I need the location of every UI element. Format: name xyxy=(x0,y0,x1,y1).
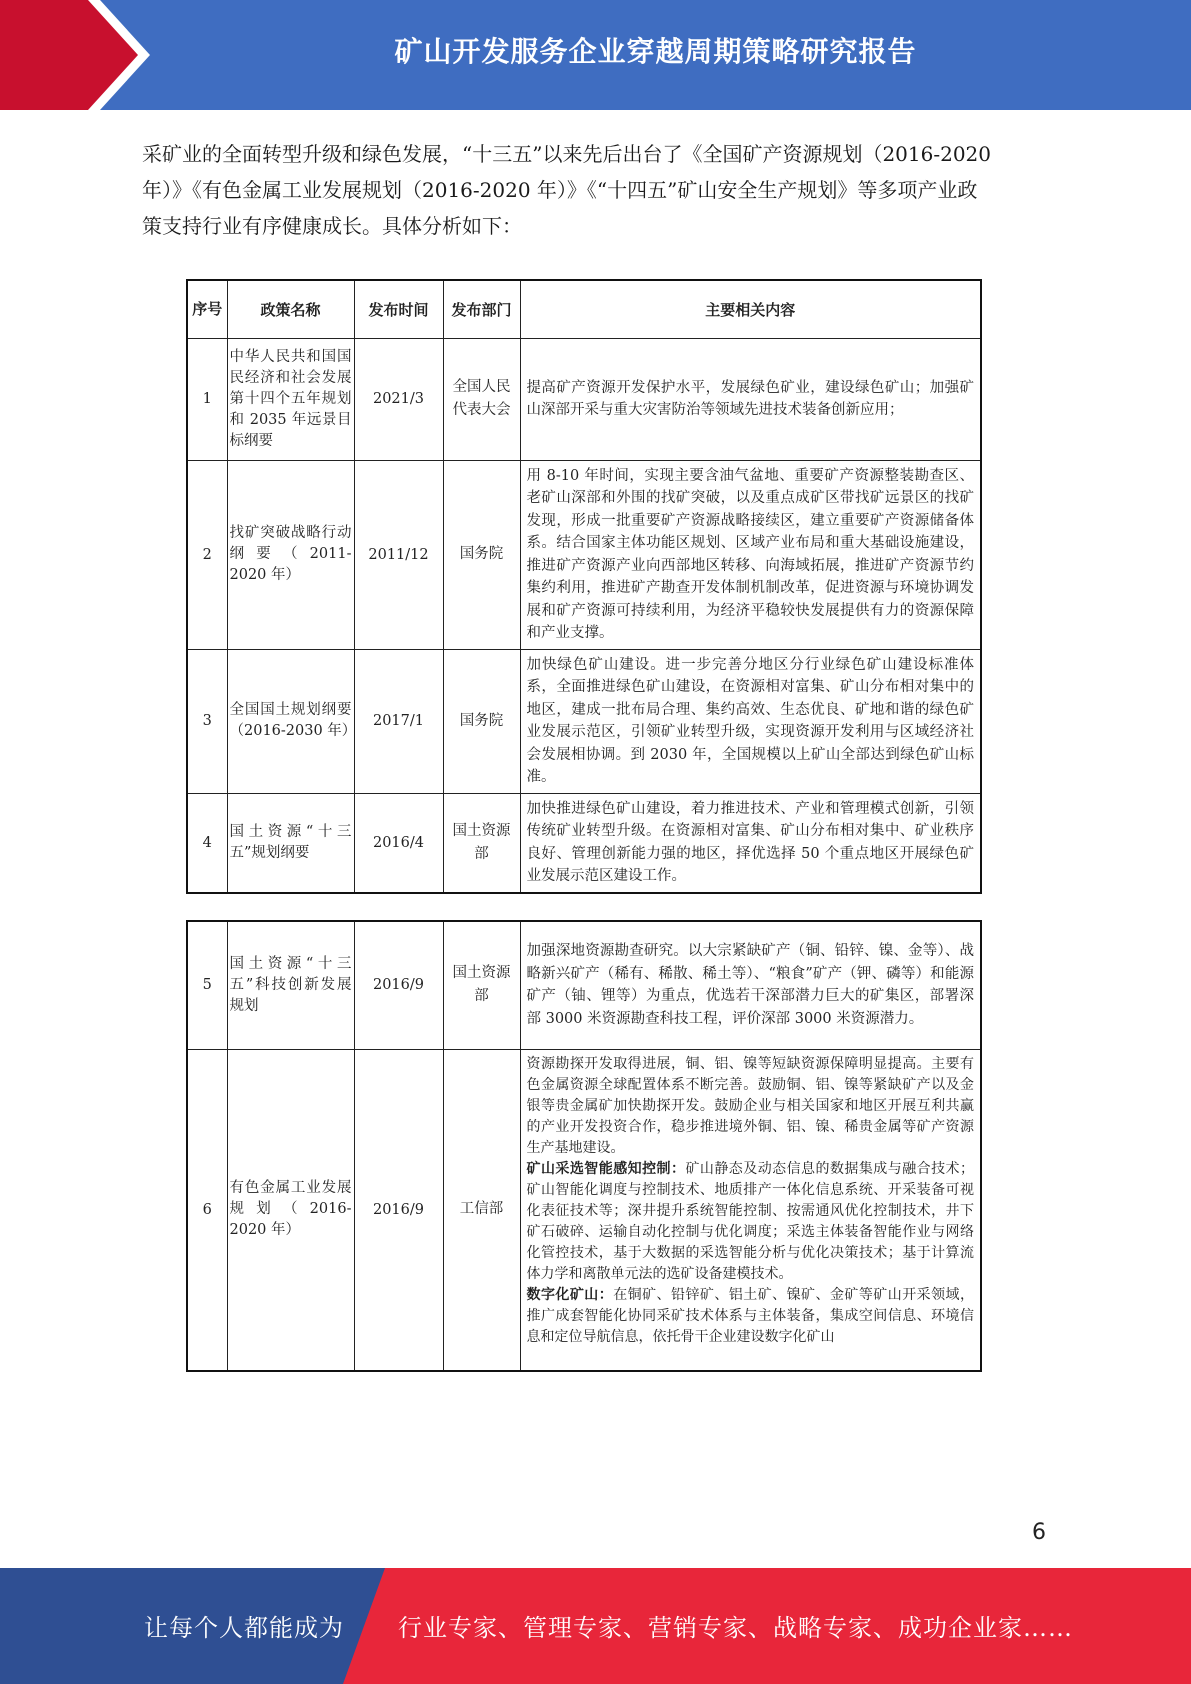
row-dept: 国土资源部 xyxy=(443,793,520,893)
row-content: 提高矿产资源开发保护水平，发展绿色矿业，建设绿色矿山；加强矿山深部开采与重大灾害防治等领域先进技术装备创新应用； xyxy=(520,338,981,460)
row-content: 加快推进绿色矿山建设，着力推进技术、产业和管理模式创新，引领传统矿业转型升级。在资源相对富集、矿山分布相对集中、矿业秩序良好、管理创新能力强的地区，择优选择 50 个重点地区开展绿色矿业发展示范区建设工作。 xyxy=(520,793,981,893)
table-row xyxy=(187,921,981,1049)
row-policy-name: 中华人民共和国国民经济和社会发展第十四个五年规划和 2035 年远景目标纲要 xyxy=(227,338,354,460)
row-policy-name: 找矿突破战略行动纲要（2011-2020 年） xyxy=(227,460,354,649)
row-policy-name: 全国国土规划纲要（2016-2030 年） xyxy=(227,649,354,793)
content-subheading: 数字化矿山： xyxy=(526,1286,614,1303)
policy-table-part-2 xyxy=(186,920,982,1372)
content-paragraph: 资源勘探开发取得进展，铜、铝、镍等短缺资源保障明显提高。主要有色金属资源全球配置体系不断完善。鼓励铜、铝、镍等紧缺矿产以及金银等贵金属矿加快勘探开发。鼓励企业与相关国家和地区开展互利共赢的产业开发投资合作，稳步推进境外铜、铝、镍、稀贵金属等矿产资源生产基地建设。 xyxy=(526,1055,974,1156)
row-content: 加强深地资源勘查研究。以大宗紧缺矿产（铜、铅锌、镍、金等）、战略新兴矿产（稀有、稀散、稀土等）、“粮食”矿产（钾、磷等）和能源矿产（铀、锂等）为重点，优选若干深部潜力巨大的矿集区，部署深部 3000 米资源勘查科技工程，评价深部 3000 米资源潜力。 xyxy=(520,921,981,1049)
row-content: 用 8-10 年时间，实现主要含油气盆地、重要矿产资源整装勘查区、老矿山深部和外围的找矿突破，以及重点成矿区带找矿远景区的找矿发现，形成一批重要矿产资源战略接续区，建立重要矿产资源储备体系。结合国家主体功能区规划、区域产业布局和重大基础设施建设，推进矿产资源产业向西部地区转移、向海域拓展，推进矿产资源节约集约利用，推进矿产勘查开发体制机制改革，促进资源与环境协调发展和矿产资源可持续利用，为经济平稳较快发展提供有力的资源保障和产业支撑。 xyxy=(520,460,981,649)
header-no: 序号 xyxy=(187,280,227,338)
content-text: 在铜矿、铅锌矿、铝土矿、镍矿、金矿等矿山开采领域，推广成套智能化协同采矿技术体系与主体装备，集成空间信息、环境信息和定位导航信息，依托骨干企业建设数字化矿山 xyxy=(526,1286,975,1345)
row-policy-name: 国土资源“十三五”规划纲要 xyxy=(227,793,354,893)
header-date: 发布时间 xyxy=(354,280,443,338)
row-no: 1 xyxy=(187,338,227,460)
content-paragraph xyxy=(527,1285,975,1348)
row-policy-name: 国土资源“十三五”科技创新发展规划 xyxy=(227,921,354,1049)
page-header xyxy=(0,0,1191,110)
row-date: 2016/9 xyxy=(354,921,443,1049)
row-date: 2016/9 xyxy=(354,1049,443,1371)
row-no: 5 xyxy=(187,921,227,1049)
content-text: 矿山静态及动态信息的数据集成与融合技术；矿山智能化调度与控制技术、地质排产一体化信息系统、开采装备可视化表征技术等；深井提升系统智能控制、按需通风优化控制技术，井下矿石破碎、运输自动化控制与优化调度；采选主体装备智能作业与网络化管控技术，基于大数据的采选智能分析与优化决策技术；基于计算流体力学和离散单元法的选矿设备建模技术。 xyxy=(526,1160,975,1282)
row-content: 加快绿色矿山建设。进一步完善分地区分行业绿色矿山建设标准体系，全面推进绿色矿山建设，在资源相对富集、矿山分布相对集中的地区，建成一批布局合理、集约高效、生态优良、矿地和谐的绿色矿业发展示范区，引领矿业转型升级，实现资源开发利用与区域经济社会发展相协调。到 2030 年，全国规模以上矿山全部达到绿色矿山标准。 xyxy=(520,649,981,793)
row-dept: 工信部 xyxy=(443,1049,520,1371)
row-no: 4 xyxy=(187,793,227,893)
row-dept: 国务院 xyxy=(443,460,520,649)
row-content xyxy=(520,1049,981,1371)
row-no: 3 xyxy=(187,649,227,793)
table-row xyxy=(187,1049,981,1371)
content-subheading: 矿山采选智能感知控制： xyxy=(526,1160,686,1177)
header-dept: 发布部门 xyxy=(443,280,520,338)
row-no: 2 xyxy=(187,460,227,649)
table-row xyxy=(187,460,981,649)
row-dept: 国务院 xyxy=(443,649,520,793)
content-paragraph xyxy=(527,1159,975,1285)
row-no: 6 xyxy=(187,1049,227,1371)
row-date: 2016/4 xyxy=(354,793,443,893)
intro-line: 采矿业的全面转型升级和绿色发展，“十三五”以来先后出台了《全国矿产资源规划（2016-2020 xyxy=(142,142,992,166)
row-date: 2017/1 xyxy=(354,649,443,793)
intro-paragraph xyxy=(142,136,1042,244)
row-date: 2021/3 xyxy=(354,338,443,460)
footer-roles: 行业专家、管理专家、营销专家、战略专家、成功企业家…… xyxy=(398,1614,1073,1642)
row-date: 2011/12 xyxy=(354,460,443,649)
report-title: 矿山开发服务企业穿越周期策略研究报告 xyxy=(394,35,917,68)
header-name: 政策名称 xyxy=(227,280,354,338)
page-footer xyxy=(0,1568,1191,1684)
header-content: 主要相关内容 xyxy=(520,280,981,338)
policy-table-part-1 xyxy=(186,279,982,894)
table-row xyxy=(187,793,981,893)
row-dept: 全国人民代表大会 xyxy=(443,338,520,460)
intro-line: 年）》《有色金属工业发展规划（2016-2020 年）》《“十四五”矿山安全生产规划》等多项产业政 xyxy=(142,178,978,202)
row-dept: 国土资源部 xyxy=(443,921,520,1049)
footer-tagline: 让每个人都能成为 xyxy=(144,1614,344,1642)
intro-line: 策支持行业有序健康成长。具体分析如下： xyxy=(142,214,522,238)
row-policy-name: 有色金属工业发展规划（2016-2020 年） xyxy=(227,1049,354,1371)
table-row xyxy=(187,338,981,460)
table-header-row xyxy=(187,280,981,338)
table-row xyxy=(187,649,981,793)
page-number: 6 xyxy=(1032,1520,1046,1545)
